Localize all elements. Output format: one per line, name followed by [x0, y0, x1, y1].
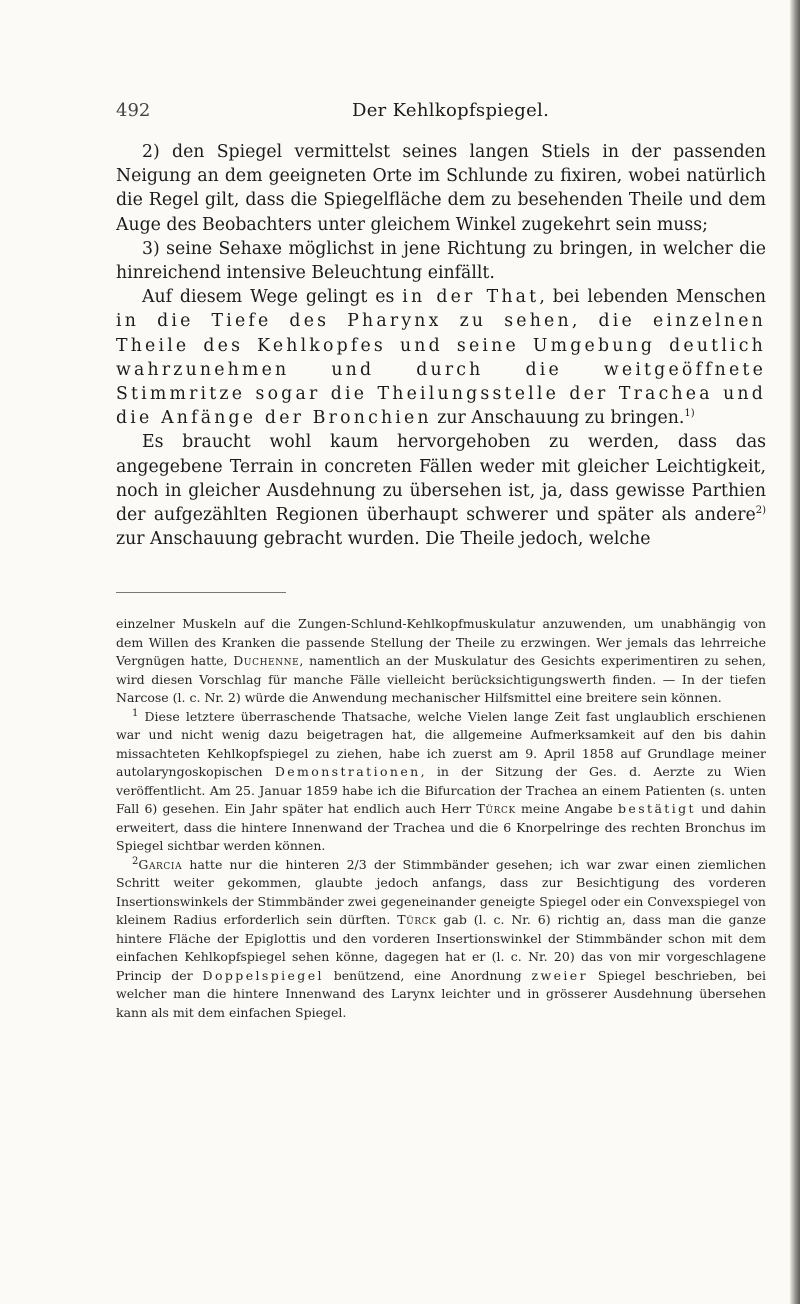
emphasis-text: Doppelspiegel	[202, 967, 324, 983]
text-run: zur Anschauung zu bringen.	[431, 408, 685, 429]
footnote-ref-1: 1)	[684, 408, 695, 420]
footnote-1	[116, 708, 766, 856]
page-number: 492	[116, 100, 151, 121]
text-run: Auf diesem Wege gelingt es	[142, 287, 403, 308]
text-run: gab (l. c. Nr. 6) richtig an, dass man die ganze hintere Fläche der Epiglottis und den vorderen Insertionswinkel der Stimmbänder schon mit dem einfachen Kehlkopfspiegel sehen könne, dagegen hat er (l. c. Nr. 20) das von mir vorgeschlagene Princip der	[116, 912, 766, 983]
emphasis-text: zweier	[531, 967, 588, 983]
text-run: Diese letztere überraschende Thatsache, welche Vielen lange Zeit fast unglaublich erschienen war und nicht wenig dazu beigetragen hat, die allgemeine Aufmerksamkeit auf den bis dahin missachteten Kehlkopfspiegel zu ziehen, habe ich zuerst am 9. April 1858 auf Grundlage meiner autolaryngoskopischen	[116, 708, 766, 779]
author-name: Garcia	[138, 856, 183, 872]
paragraph-observation	[116, 285, 766, 430]
text-run: , in der Sitzung der Ges. d. Aerzte zu Wien veröffentlicht. Am 25. Januar 1859 habe ich die Bifurcation der Trachea an einem Patienten (s. unten Fall 6) gesehen. Ein Jahr später hat endlich auch Herr	[116, 764, 766, 816]
footnote-marker: 1	[132, 707, 139, 719]
text-run: zur Anschauung gebracht wurden. Die Theile jedoch, welche	[116, 529, 651, 550]
paragraph-item-3: 3) seine Sehaxe möglichst in jene Richtung zu bringen, in welcher die hinreichend intensive Beleuchtung einfällt.	[116, 238, 766, 284]
footnotes	[116, 615, 766, 1022]
text-run: benützend, eine Anordnung	[323, 967, 532, 983]
page-edge-shadow	[790, 0, 800, 1304]
footnote-divider	[116, 592, 286, 593]
footnote-ref-2: 2)	[755, 505, 766, 517]
paragraph-terrain	[116, 430, 766, 551]
footnote-2	[116, 856, 766, 1023]
paragraph-item-2: 2) den Spiegel vermittelst seines langen Stiels in der passenden Neigung an dem geeigneten Orte im Schlunde zu fixiren, wobei natürlich die Regel gilt, dass die Spiegelfläche dem zu besehenden Theile und dem Auge des Beobachters unter gleichem Winkel zugekehrt sein muss;	[116, 142, 766, 235]
page-header	[116, 100, 766, 126]
author-name: Türck	[476, 801, 516, 816]
running-head: Der Kehlkopfspiegel.	[352, 100, 550, 121]
text-run: einzelner Muskeln auf die Zungen-Schlund-Kehlkopfmuskulatur anzuwenden, um unabhängig von dem Willen des Kranken die passende Stellung der Theile zu erzwingen. Wer jemals das lehrreiche Vergnügen hatte,	[116, 616, 766, 668]
author-name: Türck	[397, 912, 437, 927]
emphasis-text: bestätigt	[618, 801, 696, 816]
text-run: hatte nur die hinteren	[182, 856, 347, 872]
text-run: , bei lebenden Menschen	[539, 287, 766, 308]
emphasis-text: Demonstrationen	[274, 764, 421, 779]
text-run: meine Angabe	[515, 801, 619, 816]
footnote-continued	[116, 615, 766, 708]
text-run: und dahin erweitert, dass die hintere Innenwand der Trachea und die 6 Knorpelringe des rechten Bronchus im Spiegel sichtbar werden können.	[116, 801, 766, 853]
text-run: der Stimmbänder gesehen; ich war zwar einen ziemlichen Schritt weiter gekommen, glaubte jedoch anfangs, dass zur Besichtigung des vorderen Insertionswinkels der Stimmbänder zwei gegeneinander geneigte Spiegel oder ein Convexspiegel von kleinem Radius erforderlich sein dürften.	[116, 856, 766, 927]
fraction: 2/3	[346, 856, 367, 872]
text-run: Es braucht wohl kaum hervorgehoben zu werden, dass das angegebene Terrain in concreten Fällen weder mit gleicher Leichtigkeit, noch in gleicher Ausdehnung zu übersehen ist, ja, dass gewisse Parthien der aufgezählten Regionen überhaupt schwerer und später als andere	[116, 432, 766, 526]
text-run: Spiegel beschrieben, bei welcher man die hintere Innenwand des Larynx leichter und in grösserer Ausdehnung übersehen kann als mit dem einfachen Spiegel.	[116, 967, 766, 1020]
emphasis-text: in die Tiefe des Pharynx zu sehen, die einzelnen Theile des Kehlkopfes und seine Umgebung deutlich wahrzunehmen und durch die weitgeöffnete Stimmritze sogar die Theilungsstelle der Trachea und die Anfänge der Bronchien	[116, 311, 766, 429]
emphasis-text: in der That	[402, 287, 540, 308]
main-text	[116, 140, 766, 551]
author-name: Duchenne	[233, 653, 300, 668]
text-run: , namentlich an der Muskulatur des Gesichts experimentiren zu sehen, wird diesen Vorschlag für manche Fälle vielleicht berücksichtigungswerth finden. — In der tiefen Narcose (l. c. Nr. 2) würde die Anwendung mechanischer Hilfsmittel eine breitere sein können.	[116, 653, 766, 705]
footnote-marker: 2	[132, 855, 139, 867]
